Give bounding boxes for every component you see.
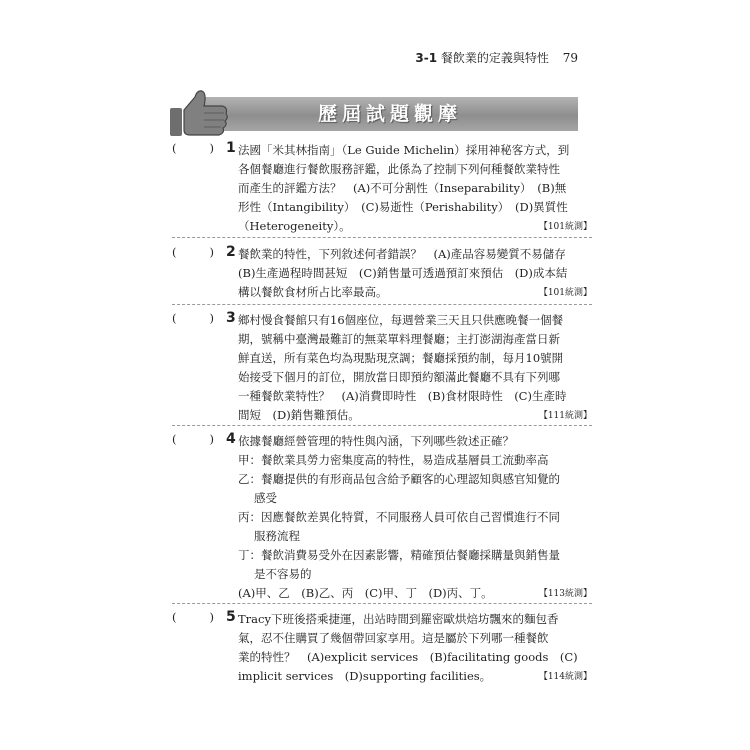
question-line: 鮮直送，所有菜色均為現點現烹調；餐廳採預約制，每月10號開 [238,351,564,365]
paren-close: ) [209,432,214,446]
dashed-divider [172,603,592,604]
question-text [238,432,592,603]
paren-close: ) [209,610,214,624]
dashed-divider [172,304,592,305]
question-line: 法國「米其林指南」（Le Guide Michelin）採用神秘客方式，到 [238,143,570,157]
question-number: 4 [226,431,236,447]
statement-bing: 丙：因應餐飲差異化特質，不同服務人員可依自己習慣進行不同 [238,510,560,524]
section-title: 餐飲業的定義與特性 [440,51,549,65]
page-number: 79 [562,51,578,65]
paren-close: ) [209,141,214,155]
answer-blank [172,432,214,446]
section-banner [168,88,578,140]
question-4 [172,432,592,604]
exam-tag: 【113統測】 [538,589,592,599]
question-line: 而產生的評鑑方法？ (A)不可分割性（Inseparability） (B)無 [238,181,567,195]
running-header [160,50,578,66]
paren-open: ( [172,610,177,624]
question-line-last [238,406,592,425]
paren-close: ) [209,311,214,325]
question-line: 形性（Intangibility） (C)易逝性（Perishability） (D)異質性 [238,200,568,214]
exam-tag: 【101統測】 [538,222,592,232]
answer-blank [172,311,214,325]
paren-open: ( [172,432,177,446]
question-line: 餐飲業的特性，下列敘述何者錯誤？ (A)產品容易變質不易儲存 [238,247,566,261]
thumbs-up-icon [168,88,230,140]
statement-yi-cont: 感受 [254,491,277,505]
statement-ding-cont: 是不容易的 [254,567,312,581]
question-line-last [238,667,592,686]
answer-options: (A)甲、乙 (B)乙、丙 (C)甲、丁 (D)丙、丁。 [238,586,493,600]
question-text [238,311,592,425]
answer-blank [172,141,214,155]
exam-tag: 【111統測】 [538,411,592,421]
question-line-last [238,283,592,302]
question-number: 2 [226,244,236,260]
exam-tag: 【101統測】 [538,288,592,298]
paren-open: ( [172,245,177,259]
question-1 [172,141,592,237]
question-line: 氣，忍不住購買了幾個帶回家享用。這是屬於下列哪一種餐飲 [238,631,549,645]
question-line: （Heterogeneity）。 [238,219,351,233]
question-line: 始接受下個月的訂位，開放當日即預約額滿此餐廳不具有下列哪 [238,370,560,384]
question-line: 一種餐飲業特性？ (A)消費即時性 (B)食材限時性 (C)生產時 [238,389,567,403]
banner-title: 歷屆試題觀摩 [317,103,462,125]
question-text [238,245,592,302]
statement-ding: 丁：餐飲消費易受外在因素影響，精確預估餐廳採購量與銷售量 [238,548,560,562]
statement-jia: 甲：餐飲業具勞力密集度高的特性，易造成基層員工流動率高 [238,453,549,467]
section-number: 3-1 [415,51,438,65]
question-3 [172,311,592,426]
question-text [238,141,592,236]
statement-bing-cont: 服務流程 [254,529,300,543]
paren-open: ( [172,311,177,325]
exam-tag: 【114統測】 [538,672,592,682]
question-line: 鄉村慢食餐館只有16個座位，每週營業三天且只供應晚餐一個餐 [238,313,564,327]
question-line: 業的特性？ (A)explicit services (B)facilitating goods (C) [238,650,578,664]
statement-yi: 乙：餐廳提供的有形商品包含給予顧客的心理認知與感官知覺的 [238,472,560,486]
paren-open: ( [172,141,177,155]
question-line: 各個餐廳進行餐飲服務評鑑，此係為了控制下列何種餐飲業特性 [238,162,560,176]
paren-close: ) [209,245,214,259]
answer-blank [172,245,214,259]
question-line-last [238,584,592,603]
question-line: (B)生產過程時間甚短 (C)銷售量可透過預訂來預估 (D)成本結 [238,266,568,280]
question-line: 期，號稱中臺灣最難訂的無菜單料理餐廳；主打澎湖海產當日新 [238,332,560,346]
question-number: 3 [226,310,236,326]
question-line: 間短 (D)銷售難預估。 [238,408,360,422]
question-line: 依據餐廳經營管理的特性與內涵，下列哪些敘述正確？ [238,434,514,448]
question-number: 5 [226,609,236,625]
question-number: 1 [226,140,236,156]
question-line: implicit services (D)supporting facilities。 [238,669,492,683]
question-line: Tracy下班後搭乘捷運，出站時間到羅密歐烘焙坊飄來的麵包香 [238,612,559,626]
dashed-divider [172,425,592,426]
question-text [238,610,592,686]
dashed-divider [172,237,592,238]
question-line: 構以餐飲食材所占比率最高。 [238,285,388,299]
question-2 [172,245,592,303]
question-line-last [238,217,592,236]
question-5 [172,610,592,687]
answer-blank [172,610,214,624]
